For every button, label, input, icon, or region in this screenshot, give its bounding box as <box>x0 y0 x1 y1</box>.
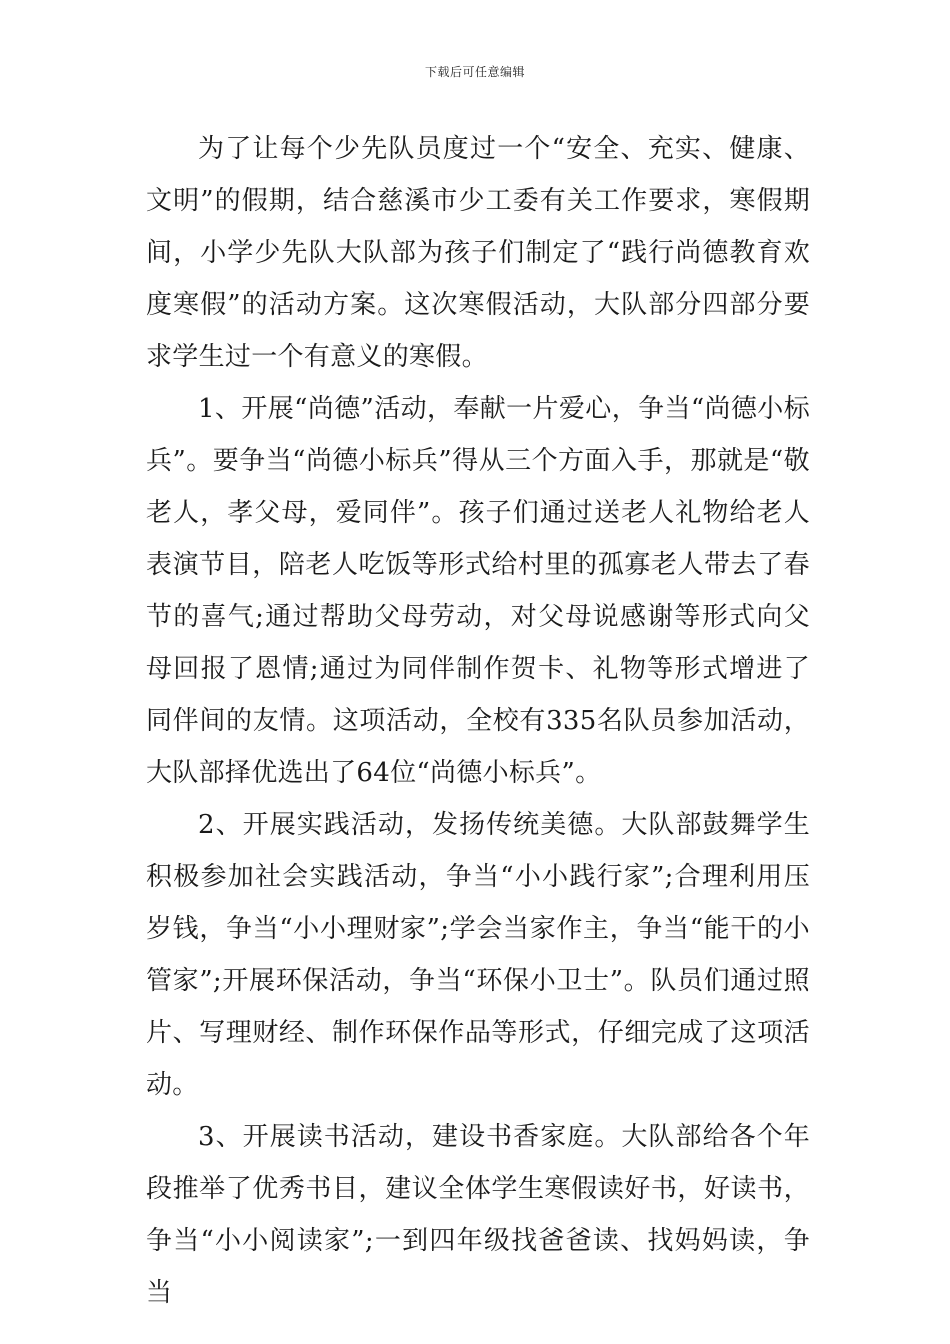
paragraph-item-2: 2、开展实践活动，发扬传统美德。大队部鼓舞学生积极参加社会实践活动，争当“小小践行家”;合理利用压岁钱，争当“小小理财家”;学会当家作主，争当“能干的小管家”;开展环保活动，争当“环保小卫士”。队员们通过照片、写理财经、制作环保作品等形式，仔细完成了这项活动。 <box>146 810 810 1100</box>
body-text <box>146 123 810 1319</box>
paragraph-item-3: 3、开展读书活动，建设书香家庭。大队部给各个年段推举了优秀书目，建议全体学生寒假读好书，好读书，争当“小小阅读家”;一到四年级找爸爸读、找妈妈读，争当 <box>146 1122 810 1308</box>
header-note: 下载后可任意编辑 <box>424 65 525 79</box>
paragraph-intro: 为了让每个少先队员度过一个“安全、充实、健康、文明”的假期，结合慈溪市少工委有关工作要求，寒假期间，小学少先队大队部为孩子们制定了“践行尚德教育欢度寒假”的活动方案。这次寒假活动，大队部分四部分要求学生过一个有意义的寒假。 <box>146 134 810 372</box>
paragraph-item-1: 1、开展“尚德”活动，奉献一片爱心，争当“尚德小标兵”。要争当“尚德小标兵”得从三个方面入手，那就是“敬老人，孝父母，爱同伴”。孩子们通过送老人礼物给老人表演节目，陪老人吃饭等形式给村里的孤寡老人带去了春节的喜气;通过帮助父母劳动，对父母说感谢等形式向父母回报了恩情;通过为同伴制作贺卡、礼物等形式增进了同伴间的友情。这项活动，全校有335名队员参加活动，大队部择优选出了64位“尚德小标兵”。 <box>146 394 810 788</box>
